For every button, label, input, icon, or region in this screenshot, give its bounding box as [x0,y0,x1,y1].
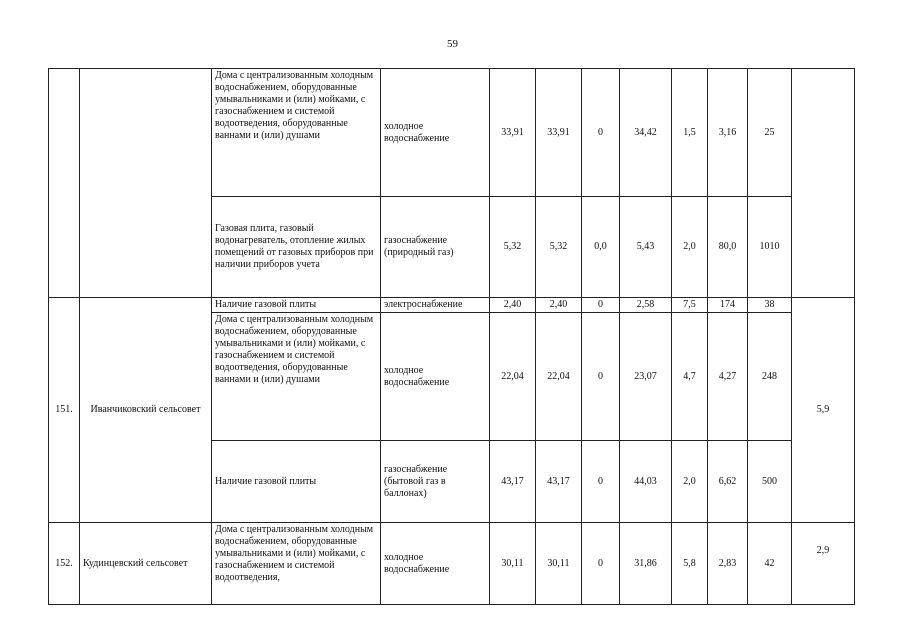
value-cell: 4,7 [672,313,708,441]
value-cell: 33,91 [490,69,536,197]
value-cell: 500 [748,441,792,523]
table-row [49,69,855,197]
service-type: холодное водоснабжение [381,69,490,197]
page-number: 59 [447,38,458,50]
group-number-cell: 152. [49,523,80,605]
value-cell: 2,40 [536,298,582,313]
value-cell: 7,5 [672,298,708,313]
value-cell: 2,58 [620,298,672,313]
value-cell: 1,5 [672,69,708,197]
value-cell: 43,17 [490,441,536,523]
value-cell: 43,17 [536,441,582,523]
index-cell: 2,9 [792,523,855,605]
value-cell: 0 [582,523,620,605]
consumer-description: Дома с централизованным холодным водоснабжением, оборудованные умывальниками и (или) мойками, с газоснабжением и системой водоотведения, оборудованные ваннами и (или) душами [212,69,381,197]
value-cell: 3,16 [708,69,748,197]
value-cell: 23,07 [620,313,672,441]
service-type: газоснабжение (бытовой газ в баллонах) [381,441,490,523]
service-type: газоснабжение (природный газ) [381,197,490,298]
group-name-cell: Кудинцевский сельсовет [80,523,212,605]
value-cell: 22,04 [490,313,536,441]
value-cell: 44,03 [620,441,672,523]
group-name-cell: Иванчиковский сельсовет [80,298,212,523]
value-cell: 4,27 [708,313,748,441]
consumer-description: Наличие газовой плиты [212,441,381,523]
value-cell: 0 [582,313,620,441]
value-cell: 1010 [748,197,792,298]
group-number-cell: 151. [49,298,80,523]
tariff-table [48,68,855,605]
value-cell: 22,04 [536,313,582,441]
value-cell: 6,62 [708,441,748,523]
value-cell: 38 [748,298,792,313]
value-cell: 30,11 [536,523,582,605]
value-cell: 34,42 [620,69,672,197]
value-cell: 2,0 [672,197,708,298]
table-row [49,523,855,605]
consumer-description: Наличие газовой плиты [212,298,381,313]
value-cell: 30,11 [490,523,536,605]
value-cell: 25 [748,69,792,197]
group-number-cell [49,69,80,298]
group-name-cell [80,69,212,298]
value-cell: 31,86 [620,523,672,605]
value-cell: 0,0 [582,197,620,298]
value-cell: 0 [582,298,620,313]
consumer-description: Дома с централизованным холодным водоснабжением, оборудованные умывальниками и (или) мойками, с газоснабжением и системой водоотведения, [212,523,381,605]
value-cell: 2,83 [708,523,748,605]
value-cell: 248 [748,313,792,441]
value-cell: 42 [748,523,792,605]
consumer-description: Дома с централизованным холодным водоснабжением, оборудованные умывальниками и (или) мойками, с газоснабжением и системой водоотведения, оборудованные ваннами и (или) душами [212,313,381,441]
consumer-description: Газовая плита, газовый водонагреватель, отопление жилых помещений от газовых приборов при наличии приборов учета [212,197,381,298]
value-cell: 5,32 [490,197,536,298]
value-cell: 5,43 [620,197,672,298]
value-cell: 0 [582,69,620,197]
index-cell: 5,9 [792,298,855,523]
index-cell [792,69,855,298]
value-cell: 5,8 [672,523,708,605]
value-cell: 2,0 [672,441,708,523]
value-cell: 0 [582,441,620,523]
table-row [49,298,855,313]
value-cell: 80,0 [708,197,748,298]
value-cell: 5,32 [536,197,582,298]
value-cell: 174 [708,298,748,313]
value-cell: 33,91 [536,69,582,197]
service-type: электроснабжение [381,298,490,313]
service-type: холодное водоснабжение [381,313,490,441]
service-type: холодное водоснабжение [381,523,490,605]
value-cell: 2,40 [490,298,536,313]
